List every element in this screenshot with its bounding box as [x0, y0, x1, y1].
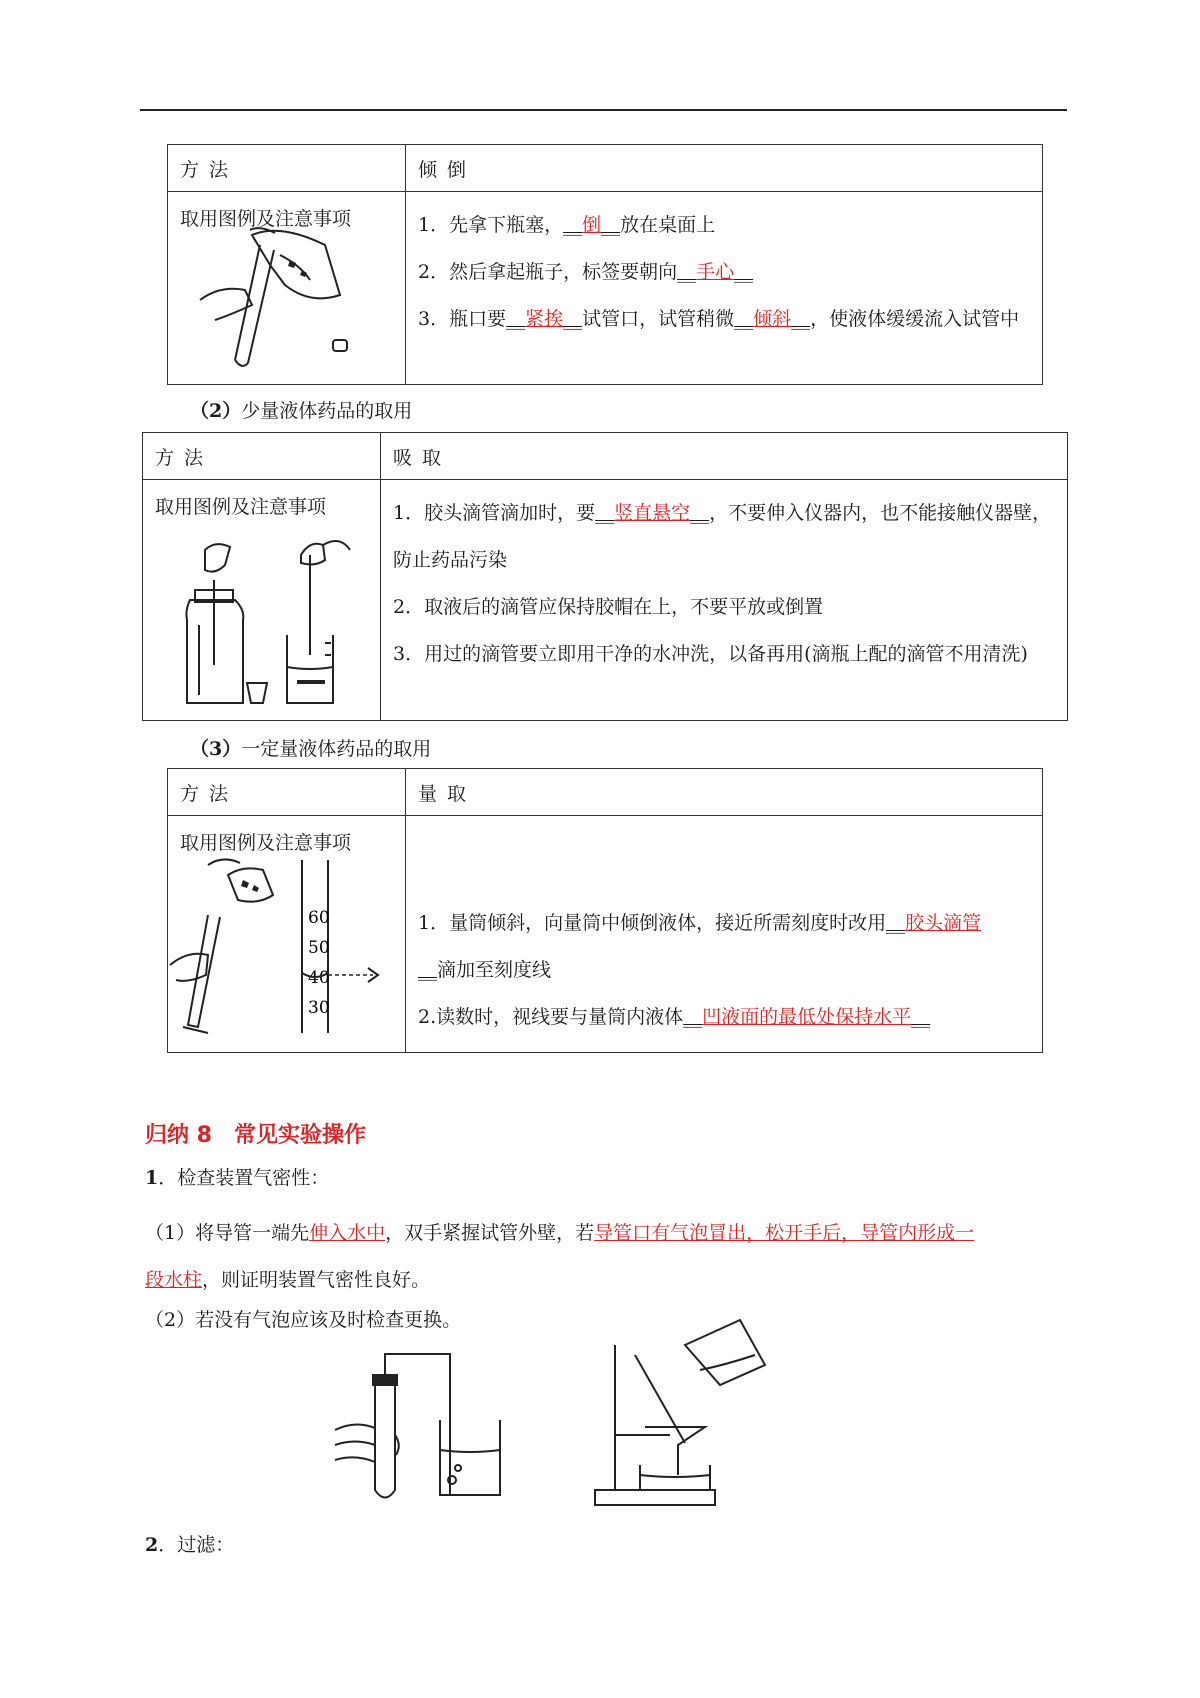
item-1-paragraph-1: （1）将导管一端先伸入水中，双手紧握试管外壁，若导管口有气泡冒出，松开手后，导管内形成一 段水柱，则证明装置气密性良好。	[145, 1222, 975, 1291]
note-1: 1．量筒倾斜，向量筒中倾倒液体，接近所需刻度时改用__胶头滴管 __滴加至刻度线	[418, 912, 982, 981]
item-1-title: 1．检查装置气密性：	[145, 1167, 330, 1189]
method-value: 吸 取	[381, 433, 1068, 480]
item-1-paragraph-2: （2）若没有气泡应该及时检查更换。	[145, 1309, 462, 1331]
header-rule	[140, 109, 1067, 111]
scale-label-60: 60	[308, 908, 330, 928]
pouring-illustration	[190, 225, 350, 370]
note-2: 2.读数时，视线要与量筒内液体__凹液面的最低处保持水平__	[418, 1006, 931, 1028]
note-2: 2．然后拿起瓶子，标签要朝向__手心__	[418, 261, 754, 283]
caption: 取用图例及注意事项	[180, 208, 352, 230]
method-label: 方 法	[168, 145, 406, 192]
section-title: 归纳 8 常见实验操作	[145, 1123, 366, 1148]
filtration-illustration	[590, 1315, 800, 1510]
note-3: 3．瓶口要__紧挨__试管口，试管稍微__倾斜__，使液体缓缓流入试管中	[418, 308, 1020, 330]
scale-label-30: 30	[308, 998, 330, 1018]
note-2: 2．取液后的滴管应保持胶帽在上，不要平放或倒置	[393, 596, 824, 618]
notes-cell	[381, 480, 1068, 721]
note-1: 1．先拿下瓶塞，__倒__放在桌面上	[418, 214, 716, 236]
method-label: 方 法	[143, 433, 381, 480]
airtightness-illustration	[330, 1350, 520, 1510]
method-label: 方 法	[168, 769, 406, 816]
method-value: 倾 倒	[406, 145, 1043, 192]
note-1: 1．胶头滴管滴加时，要__竖直悬空__，不要伸入仪器内，也不能接触仪器壁，防止药品污染	[393, 502, 1052, 571]
subtitle-3: （3）一定量液体药品的取用	[190, 738, 432, 760]
notes-cell	[406, 816, 1043, 1053]
scale-label-40: 40	[308, 968, 330, 988]
caption: 取用图例及注意事项	[155, 496, 327, 518]
scale-label-50: 50	[308, 938, 330, 958]
caption: 取用图例及注意事项	[180, 832, 352, 854]
note-3: 3．用过的滴管要立即用干净的水冲洗，以备再用(滴瓶上配的滴管不用清洗)	[393, 643, 1028, 665]
notes-cell	[406, 192, 1043, 385]
item-2-title: 2．过滤：	[145, 1534, 235, 1556]
subtitle-2: （2）少量液体药品的取用	[190, 400, 413, 422]
method-value: 量 取	[406, 769, 1043, 816]
dropper-illustration	[175, 535, 375, 715]
measuring-illustration	[168, 855, 383, 1035]
